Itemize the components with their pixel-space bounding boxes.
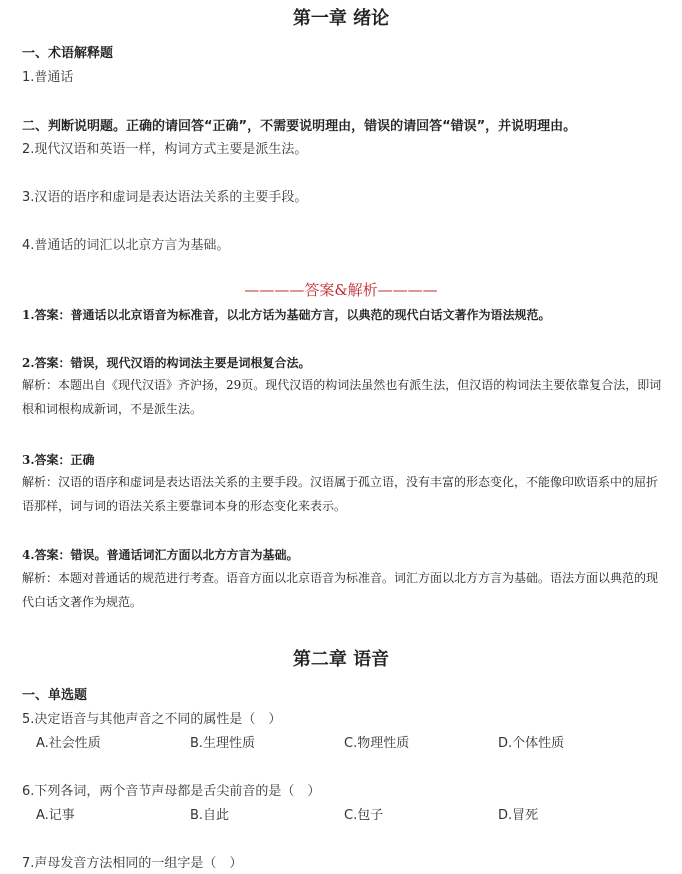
- chapter-1-title: 第一章 绪论: [292, 8, 390, 29]
- explanation-3: 解析：汉语的语序和虚词是表达语法关系的主要手段。汉语属于孤立语，没有丰富的形态变化，不能像印欧语系中的屈折语那样，词与词的语法关系主要靠词本身的形态变化来表示。: [22, 475, 659, 513]
- question-5-option-d[interactable]: D.个体性质: [498, 736, 565, 751]
- question-5-option-b[interactable]: B.生理性质: [190, 736, 256, 751]
- answer-1: 1.答案：普通话以北京语音为标准音，以北方话为基础方言，以典范的现代白话文著作为语法规范。: [22, 308, 551, 322]
- explanation-4: 解析：本题对普通话的规范进行考查。语音方面以北京语音为标准音。词汇方面以北方方言为基础。语法方面以典范的现代白话文著作为规范。: [22, 571, 659, 609]
- question-1: 1.普通话: [22, 70, 74, 85]
- answers-divider: ————答案&解析————: [244, 281, 438, 299]
- question-7: 7.声母发音方法相同的一组字是（ ）: [22, 856, 243, 871]
- single-choice-section-title: 一、单选题: [22, 688, 88, 703]
- question-6: 6.下列各词，两个音节声母都是舌尖前音的是（ ）: [22, 784, 321, 799]
- question-5-option-c[interactable]: C.物理性质: [344, 736, 410, 751]
- question-6-option-c[interactable]: C.包子: [344, 808, 384, 823]
- question-6-option-d[interactable]: D.冒死: [498, 808, 539, 823]
- section-2-title: 二、判断说明题。正确的请回答“正确”，不需要说明理由，错误的请回答“错误”，并说明理由。: [22, 119, 577, 134]
- question-5-option-a[interactable]: A.社会性质: [36, 736, 101, 751]
- section-1-title: 一、术语解释题: [22, 46, 114, 61]
- question-3: 3.汉语的语序和虚词是表达语法关系的主要手段。: [22, 190, 308, 205]
- explanation-2: 解析：本题出自《现代汉语》齐沪扬，29页。现代汉语的构词法虽然也有派生法，但汉语的构词法主要依靠复合法，即词根和词根构成新词，不是派生法。: [22, 378, 662, 416]
- question-6-option-b[interactable]: B.自此: [190, 808, 230, 823]
- question-4: 4.普通话的词汇以北京方言为基础。: [22, 238, 230, 253]
- question-2: 2.现代汉语和英语一样，构词方式主要是派生法。: [22, 142, 308, 157]
- chapter-2-title: 第二章 语音: [292, 649, 390, 670]
- answer-3: 3.答案：正确: [22, 453, 95, 467]
- question-6-option-a[interactable]: A.记事: [36, 808, 75, 823]
- answer-4: 4.答案：错误。普通话词汇方面以北方方言为基础。: [22, 548, 299, 562]
- answer-2: 2.答案：错误，现代汉语的构词法主要是词根复合法。: [22, 356, 311, 370]
- question-5: 5.决定语音与其他声音之不同的属性是（ ）: [22, 712, 282, 727]
